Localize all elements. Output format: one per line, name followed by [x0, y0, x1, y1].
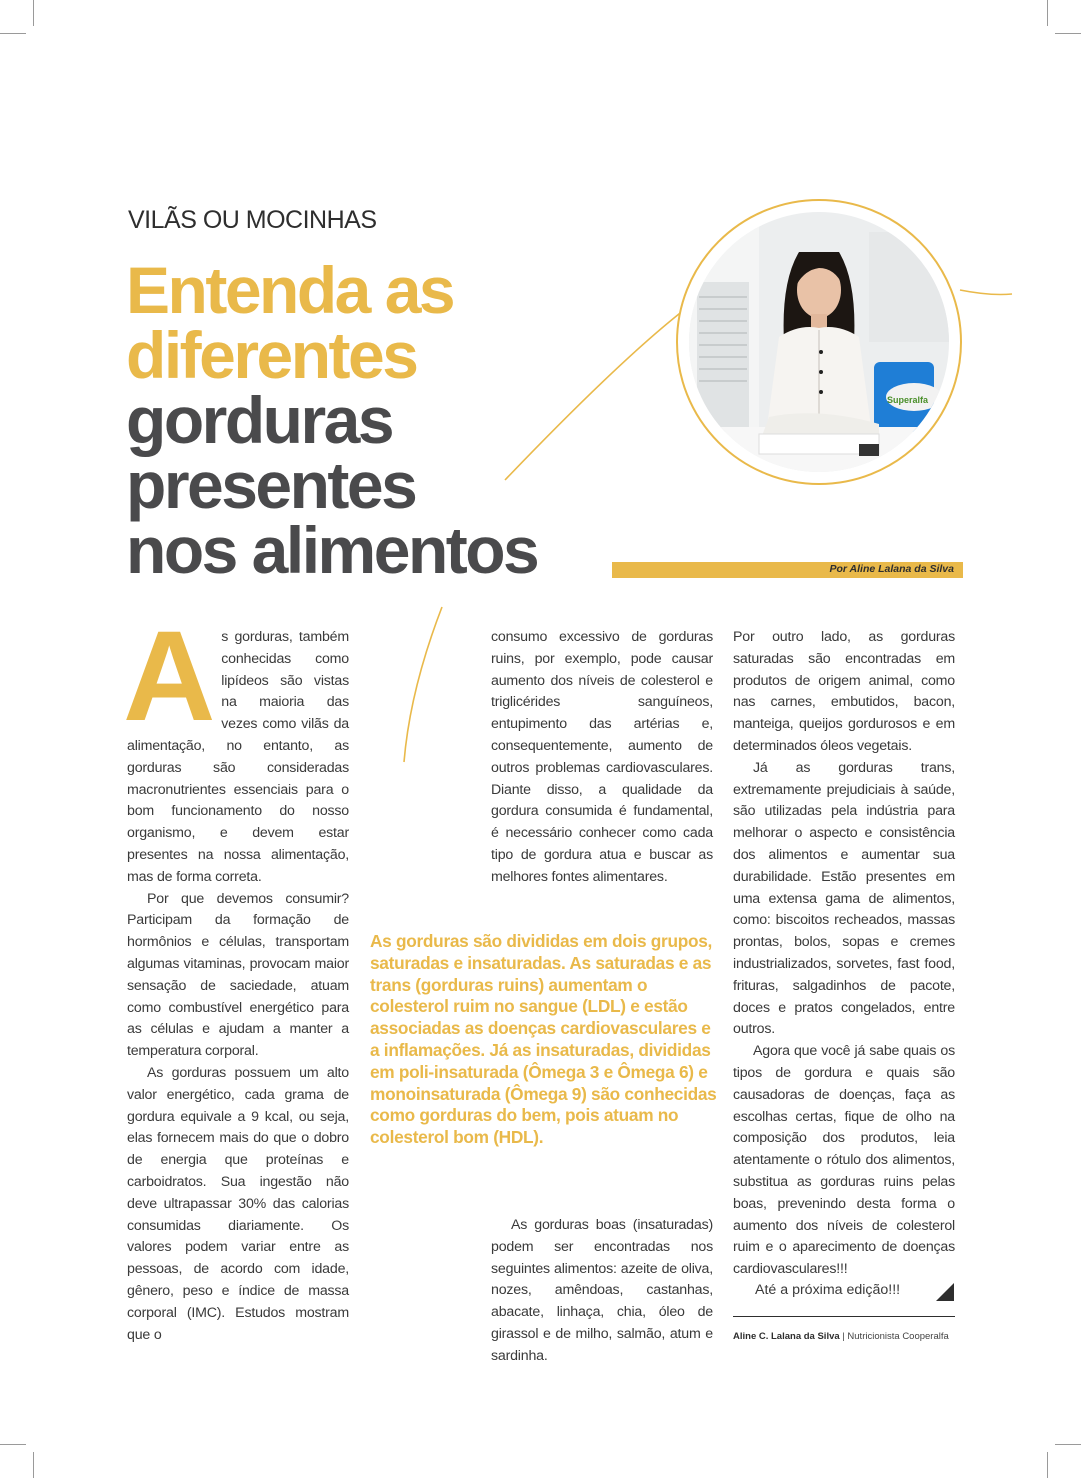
paragraph: Por que devemos consumir? Participam da formação de hormônios e células, transportam algumas vitaminas, provocam maior sensação de saciedade, atuam como combustível energético para as células e ajudam a manter a temperatura corporal.: [127, 890, 349, 1060]
paragraph: Por outro lado, as gorduras saturadas são encontradas em produtos de origem animal, como nas carnes, embutidos, bacon, manteiga, queijos gordurosos e em determinados óleos vegetais.: [733, 629, 955, 754]
credit-separator: |: [842, 1331, 845, 1342]
author-role: Nutricionista Cooperalfa: [847, 1331, 949, 1342]
author-photo: [689, 212, 949, 472]
crop-mark: [0, 1444, 26, 1445]
headline-line: presentes: [126, 448, 416, 522]
byline-bar: [612, 562, 963, 578]
paragraph: As gorduras boas (insaturadas) podem ser encontradas nos seguintes alimentos: azeite de oliva, nozes, amêndoas, castanhas, abacate, linhaça, chia, óleo de girassol e de milho, salmão, atum e sardinha.: [491, 1217, 713, 1364]
crop-mark: [1055, 1444, 1081, 1445]
paragraph-text: s gorduras, também conhecidas como lipídeos são vistas na maioria das vezes como vilãs da alimentação, no entanto, as gorduras são consideradas macronutrientes essenciais para o bom funcionamento do nosso organismo, e devem estar presentes na nossa alimentação, mas de forma correta.: [127, 629, 349, 885]
crop-mark: [1047, 1452, 1048, 1478]
article-column-3: [733, 627, 955, 1281]
crop-mark: [0, 33, 26, 34]
crop-mark: [33, 1452, 34, 1478]
headline-line: diferentes: [126, 318, 417, 392]
author-name: Aline C. Lalana da Silva: [733, 1331, 840, 1342]
article-column-2: [491, 627, 713, 889]
paragraph: Já as gorduras trans, extremamente prejudiciais à saúde, são utilizadas pela indústria para melhorar o aspecto e consistência dos alimentos e aumentar sua durabilidade. Estão presentes em uma extensa gama de alimentos, como: biscoitos recheados, massas prontas, bolos, sopas e cremes industrializados, sorvetes, fast food, frituras, salgadinhos de pacote, doces e pratos congelados, entre outros.: [733, 759, 955, 1038]
article-headline: [126, 253, 646, 587]
headline-line: Entenda as: [126, 253, 454, 327]
paragraph: consumo excessivo de gorduras ruins, por exemplo, pode causar aumento dos níveis de colesterol e triglicérides sanguíneos, entupimento das artérias e, consequentemente, aumento de outros problemas cardiovasculares. Diante disso, a qualidade da gordura consumida é fundamental, é necessário conhecer como cada tipo de gordura atua e buscar as melhores fontes alimentares.: [491, 629, 713, 885]
author-credit: [733, 1331, 949, 1342]
crop-mark: [1055, 33, 1081, 34]
headline-line: nos alimentos: [126, 513, 538, 587]
paragraph: As gorduras possuem um alto valor energético, cada grama de gordura equivale a 9 kcal, ou seja, elas fornecem mais do que o dobro de energia que proteínas e carboidratos. Sua ingestão não deve ultrapassar 30% das calorias consumidas diariamente. Os valores podem variar entre as pessoas, de acordo com idade, gênero, peso e índice de massa corporal (IMC). Estudos mostram que o: [127, 1064, 349, 1343]
divider: [733, 1316, 955, 1317]
article-column-2-continued: [491, 1215, 713, 1368]
pull-quote: As gorduras são divididas em dois grupos, saturadas e insaturadas. As saturadas e as trans (gorduras ruins) aumentam o colesterol ruim no sangue (LDL) e estão associadas as doenças cardiovasculares e a inflamações. Já as insaturadas, divididas em poli-insaturada (Ômega 3 e Ômega 6) e monoinsaturada (Ômega 9) são conhecidas como gorduras do bem, pois atuam no colesterol bom (HDL).: [370, 931, 717, 1148]
headline-line: gorduras: [126, 383, 393, 457]
end-mark-icon: [936, 1283, 954, 1301]
drop-cap: A: [123, 605, 216, 748]
crop-mark: [1047, 0, 1048, 26]
sign-off: Até a próxima edição!!!: [755, 1282, 901, 1298]
paragraph: Agora que você já sabe quais os tipos de gordura e quais são causadoras de doenças, faça as escolhas certas, fique de olho na composição dos produtos, leia atentamente o rótulo dos alimentos, substitua as gorduras ruins pelas boas, prevenindo desta forma o aumento dos níveis de colesterol ruim e o aparecimento de doenças cardiovasculares!!!: [733, 1043, 955, 1278]
author-photo-frame: [676, 199, 962, 485]
article-column-1: [123, 605, 349, 1346]
paragraph: [123, 605, 349, 889]
section-kicker: VILÃS OU MOCINHAS: [128, 206, 377, 234]
byline: Por Aline Lalana da Silva: [829, 563, 954, 575]
bag-brand-text: Superalfa: [887, 395, 929, 405]
crop-mark: [33, 0, 34, 26]
